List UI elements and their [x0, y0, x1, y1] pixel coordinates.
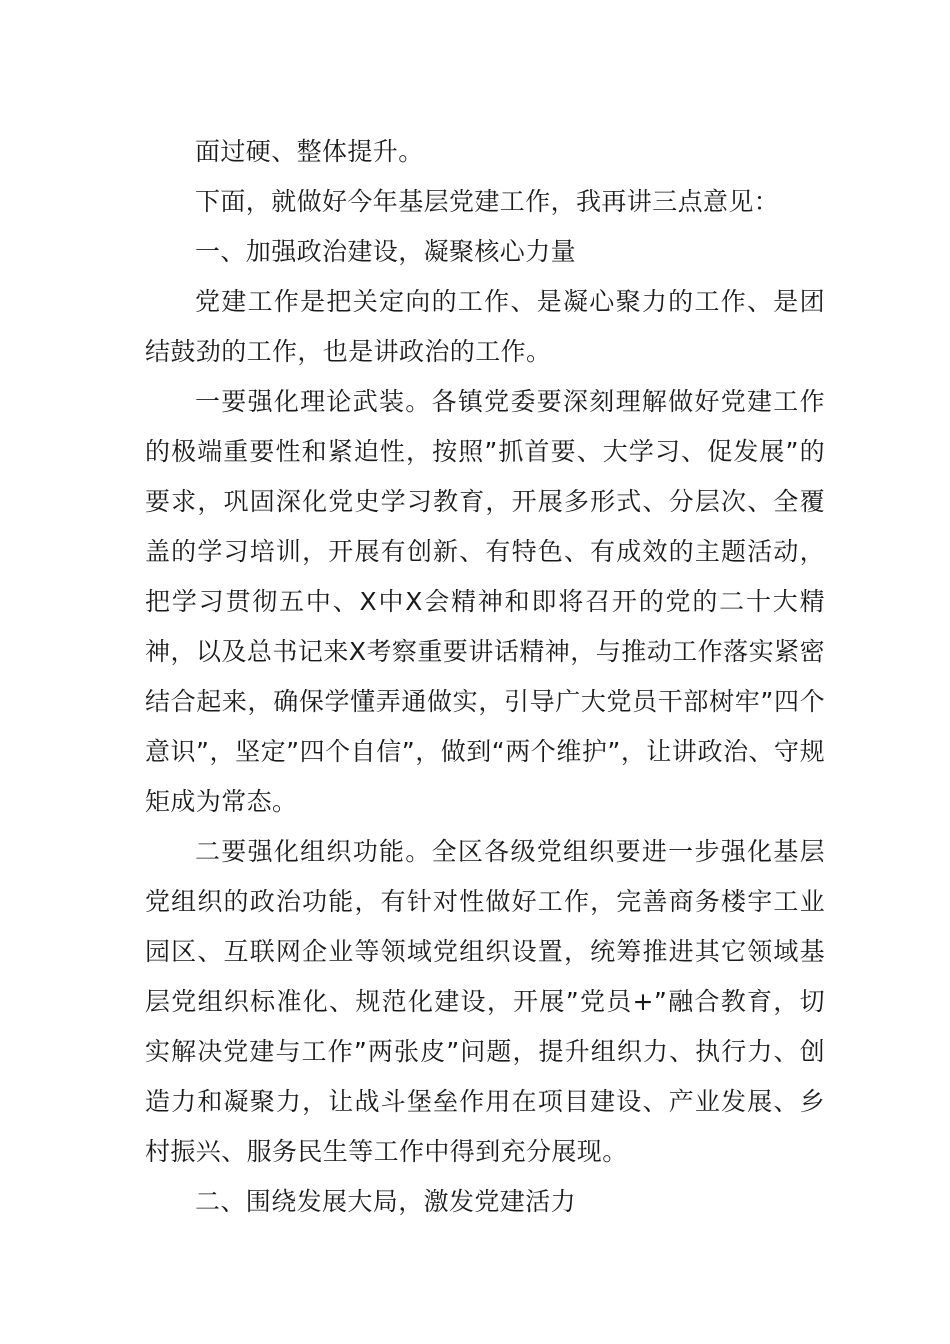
document-body: [145, 127, 825, 1227]
paragraph-organization-function: 二要强化组织功能。全区各级党组织要进一步强化基层党组织的政治功能，有针对性做好工作，完善商务楼宇工业园区、互联网企业等领域党组织设置，统筹推进其它领域基层党组织标准化、规范化建设，开展”党员+”融合教育，切实解决党建与工作”两张皮”问题，提升组织力、执行力、创造力和凝聚力，让战斗堡垒作用在项目建设、产业发展、乡村振兴、服务民生等工作中得到充分展现。: [145, 837, 825, 1166]
paragraph-theory-armament: 一要强化理论武装。各镇党委要深刻理解做好党建工作的极端重要性和紧迫性，按照”抓首要、大学习、促发展”的要求，巩固深化党史学习教育，开展多形式、分层次、全覆盖的学习培训，开展有创新、有特色、有成效的主题活动，把学习贯彻五中、X中X会精神和即将召开的党的二十大精神，以及总书记来X考察重要讲话精神，与推动工作落实紧密结合起来，确保学懂弄通做实，引导广大党员干部树牢”四个意识”，坚定”四个自信”，做到“两个维护”，让讲政治、守规矩成为常态。: [145, 387, 825, 816]
paragraph-intro: 下面，就做好今年基层党建工作，我再讲三点意见：: [195, 187, 780, 216]
paragraph-section-1-summary: 党建工作是把关定向的工作、是凝心聚力的工作、是团结鼓劲的工作，也是讲政治的工作。: [145, 287, 825, 366]
paragraph-continuation: 面过硬、整体提升。: [195, 137, 424, 166]
section-heading-1: 一、加强政治建设，凝聚核心力量: [195, 237, 577, 266]
section-heading-2: 二、围绕发展大局，激发党建活力: [195, 1187, 577, 1216]
